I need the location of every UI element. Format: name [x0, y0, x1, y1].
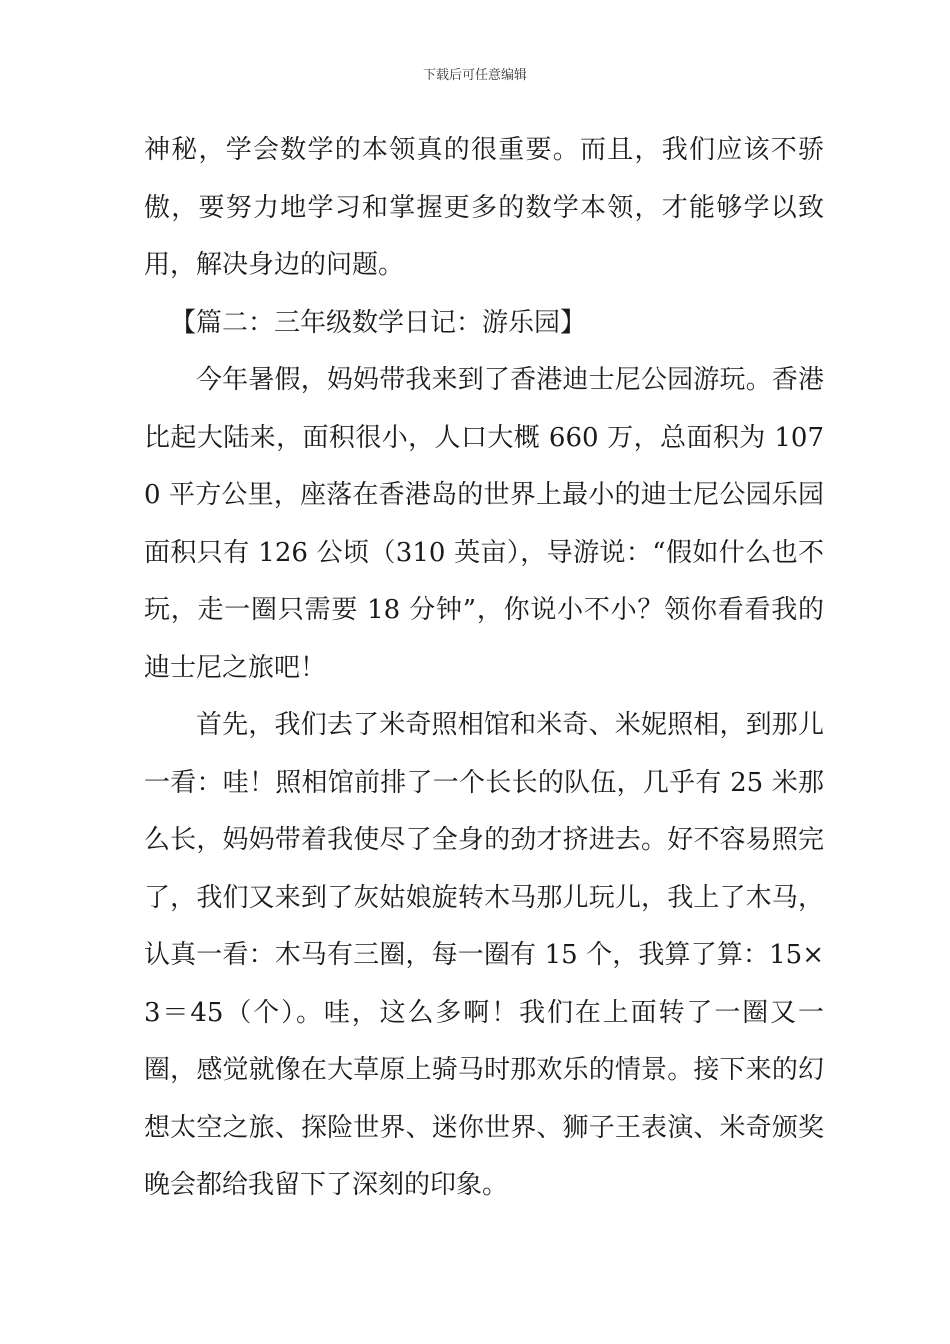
page-header: 下载后可任意编辑 — [422, 68, 527, 83]
paragraph-continuation: 神秘，学会数学的本领真的很重要。而且，我们应该不骄傲，要努力地学习和掌握更多的数学本领，才能够学以致用，解决身边的问题。 — [144, 135, 824, 280]
document-body — [144, 122, 824, 1215]
paragraph-intro: 今年暑假，妈妈带我来到了香港迪士尼公园游玩。香港比起大陆来，面积很小，人口大概 660 万，总面积为 1070 平方公里，座落在香港岛的世界上最小的迪士尼公园乐园面积只有 126 公顷（310 英亩），导游说：“假如什么也不玩，走一圈只需要 18 分钟”，你说小不小？领你看看我的迪士尼之旅吧！ — [144, 365, 824, 683]
paragraph-story: 首先，我们去了米奇照相馆和米奇、米妮照相，到那儿一看：哇！照相馆前排了一个长长的队伍，几乎有 25 米那么长，妈妈带着我使尽了全身的劲才挤进去。好不容易照完了，我们又来到了灰姑娘旋转木马那儿玩儿，我上了木马，认真一看：木马有三圈，每一圈有 15 个，我算了算：15×3＝45（个）。哇，这么多啊！我们在上面转了一圈又一圈，感觉就像在大草原上骑马时那欢乐的情景。接下来的幻想太空之旅、探险世界、迷你世界、狮子王表演、米奇颁奖晚会都给我留下了深刻的印象。 — [144, 710, 824, 1200]
section-heading: 【篇二：三年级数学日记：游乐园】 — [170, 307, 587, 338]
